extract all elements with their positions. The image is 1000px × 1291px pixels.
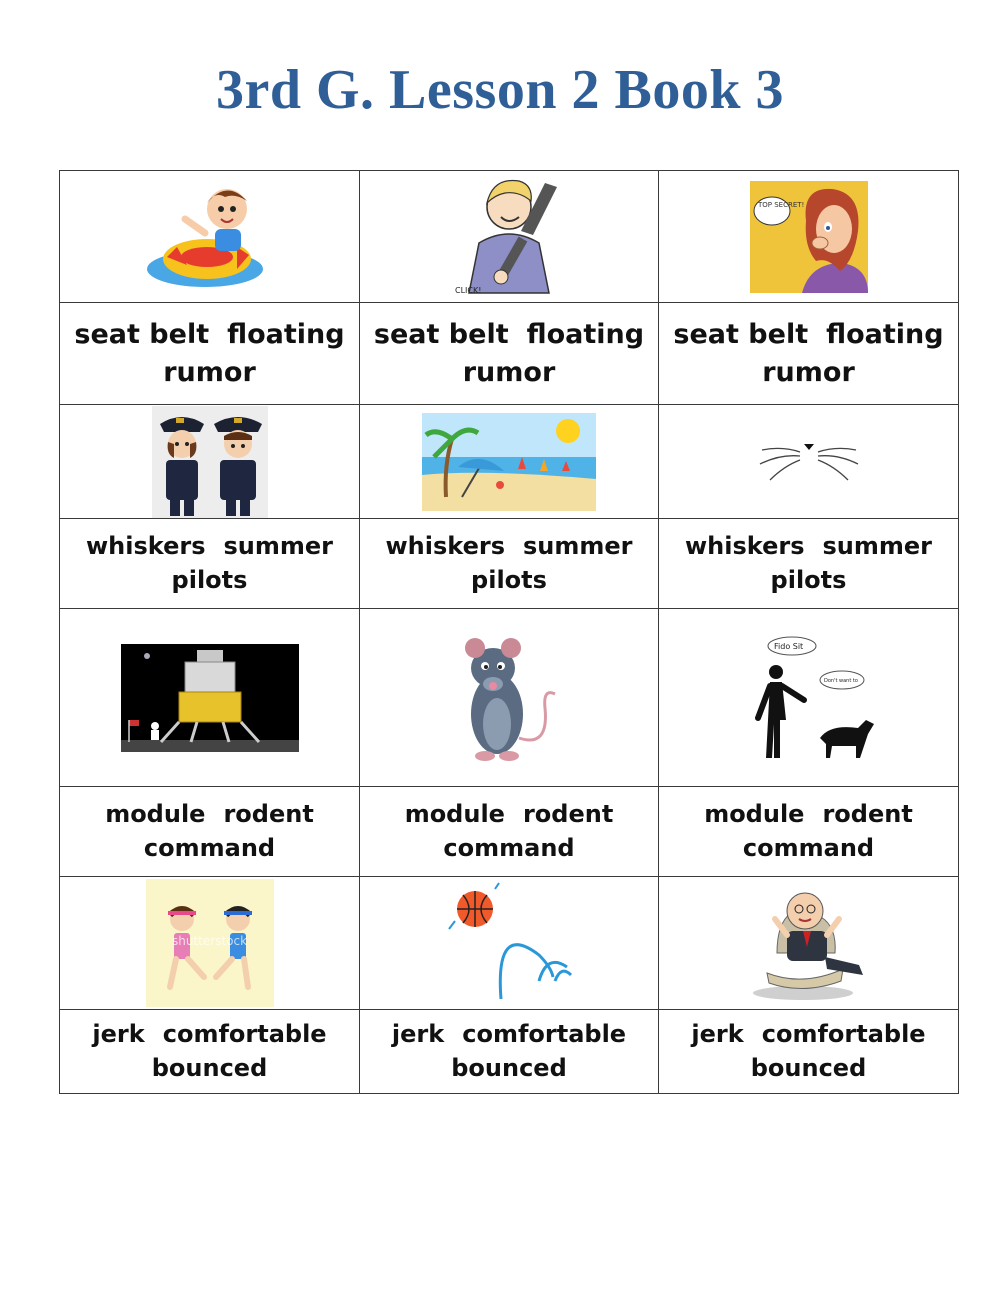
word-cell[interactable] <box>360 303 659 405</box>
word-option[interactable]: pilots <box>471 565 547 594</box>
word-option[interactable]: summer <box>822 532 932 561</box>
word-option[interactable]: seat belt <box>373 319 509 351</box>
image-cell <box>659 877 959 1010</box>
word-option[interactable]: seat belt <box>74 319 210 351</box>
image-cell <box>360 877 659 1010</box>
word-option[interactable]: summer <box>223 532 333 561</box>
word-row-2 <box>60 519 959 609</box>
word-option[interactable]: rumor <box>462 356 556 388</box>
word-option[interactable]: floating <box>826 319 944 351</box>
word-cell[interactable] <box>360 519 659 609</box>
word-option[interactable]: bounced <box>151 1053 268 1082</box>
word-cell[interactable] <box>360 787 659 877</box>
word-option[interactable]: command <box>443 833 575 862</box>
vocabulary-grid <box>59 170 959 1094</box>
whiskers-icon <box>754 432 864 492</box>
word-option[interactable]: command <box>742 833 875 862</box>
word-option[interactable]: module <box>105 800 206 829</box>
word-row-4 <box>60 1010 959 1094</box>
word-option[interactable]: module <box>704 800 805 829</box>
image-cell <box>659 609 959 787</box>
comfortable-man-icon <box>747 883 871 1003</box>
word-option[interactable]: comfortable <box>162 1020 327 1049</box>
word-option[interactable]: bounced <box>451 1053 567 1082</box>
lunar-module-icon <box>121 644 299 752</box>
summer-beach-icon <box>422 413 596 511</box>
word-option[interactable]: rumor <box>762 356 855 388</box>
boy-swimming-ring-icon <box>145 181 275 293</box>
word-cell[interactable] <box>60 1010 360 1094</box>
image-cell <box>360 609 659 787</box>
word-option[interactable]: rodent <box>223 800 314 829</box>
word-option[interactable]: floating <box>227 319 345 351</box>
image-cell <box>659 405 959 519</box>
word-cell[interactable] <box>659 519 959 609</box>
click-caption: CLICK! <box>455 285 482 295</box>
word-option[interactable]: whiskers <box>385 532 505 561</box>
word-row-1 <box>60 303 959 405</box>
image-row-3 <box>60 609 959 787</box>
kids-jerk-icon <box>146 879 274 1007</box>
word-cell[interactable] <box>60 303 360 405</box>
word-option[interactable]: jerk <box>391 1020 445 1049</box>
image-cell <box>60 877 360 1010</box>
word-option[interactable]: rumor <box>163 356 256 388</box>
word-option[interactable]: comfortable <box>462 1020 627 1049</box>
image-cell <box>360 405 659 519</box>
word-cell[interactable] <box>659 1010 959 1094</box>
top-secret-caption: TOP SECRET! <box>757 200 804 209</box>
word-cell[interactable] <box>659 303 959 405</box>
word-option[interactable]: command <box>143 833 276 862</box>
word-option[interactable]: whiskers <box>685 532 805 561</box>
word-row-3 <box>60 787 959 877</box>
image-row-1 <box>60 171 959 303</box>
dont-want-to-caption: Don't want to <box>823 677 858 684</box>
word-option[interactable]: whiskers <box>86 532 206 561</box>
word-cell[interactable] <box>659 787 959 877</box>
word-option[interactable]: bounced <box>750 1053 867 1082</box>
man-commanding-dog-icon <box>734 634 884 762</box>
man-seat-belt-icon <box>449 173 569 301</box>
word-option[interactable]: floating <box>526 319 645 351</box>
word-option[interactable]: jerk <box>691 1020 744 1049</box>
image-cell <box>60 405 360 519</box>
image-cell <box>360 171 659 303</box>
word-option[interactable]: pilots <box>171 565 248 594</box>
image-row-4 <box>60 877 959 1010</box>
word-cell[interactable] <box>60 519 360 609</box>
rodent-rat-icon <box>459 628 559 768</box>
woman-whispering-secret-icon <box>750 181 868 293</box>
word-option[interactable]: summer <box>522 532 633 561</box>
word-option[interactable]: rodent <box>522 800 614 829</box>
bouncing-ball-icon <box>443 881 575 1005</box>
word-cell[interactable] <box>360 1010 659 1094</box>
word-option[interactable]: comfortable <box>761 1020 926 1049</box>
image-cell <box>659 171 959 303</box>
word-option[interactable]: pilots <box>770 565 847 594</box>
page-title: 3rd G. Lesson 2 Book 3 <box>216 59 784 121</box>
word-option[interactable]: module <box>404 800 505 829</box>
image-row-2 <box>60 405 959 519</box>
word-cell[interactable] <box>60 787 360 877</box>
shutterstock-watermark: shutterstock <box>171 934 247 948</box>
image-cell <box>60 171 360 303</box>
image-cell <box>60 609 360 787</box>
word-option[interactable]: rodent <box>822 800 913 829</box>
pilots-icon <box>152 406 268 518</box>
word-option[interactable]: jerk <box>92 1020 145 1049</box>
fido-sit-caption: Fido Sit <box>773 641 803 651</box>
word-option[interactable]: seat belt <box>673 319 809 351</box>
